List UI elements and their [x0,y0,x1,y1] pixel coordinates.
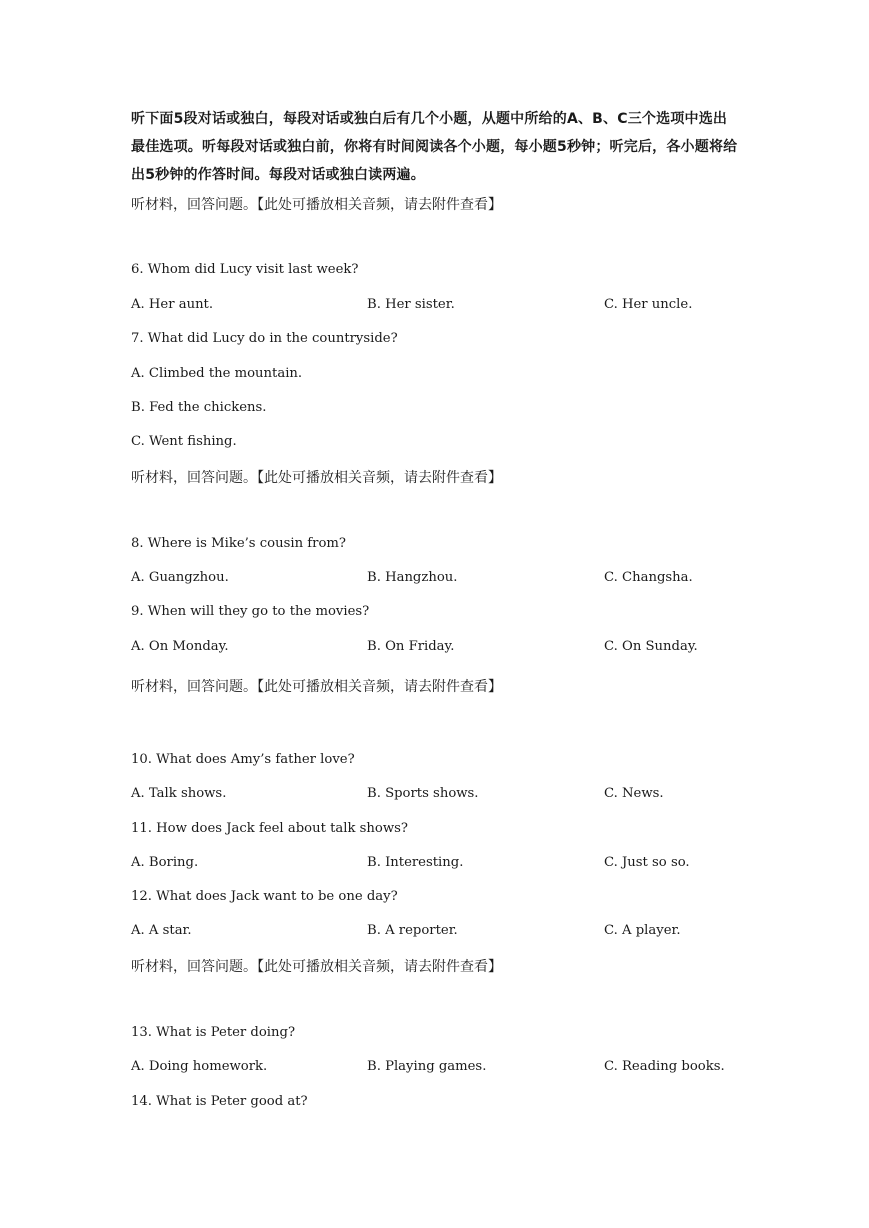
q8-option-b: B. Hangzhou. [367,570,458,585]
audio-note-4: 听材料，回答问题。【此处可播放相关音频，请去附件查看】 [131,959,502,975]
q12-option-b: B. A reporter. [367,923,458,938]
q6-option-b: B. Her sister. [367,297,455,312]
q13-option-c: C. Reading books. [604,1059,725,1074]
q10-option-a: A. Talk shows. [131,786,227,801]
section-instructions: 听下面5段对话或独白，每段对话或独白后有几个小题，从题中所给的A、B、C三个选项中选出最佳选项。听每段对话或独白前，你将有时间阅读各个小题，每小题5秒钟；听完后，各小题将给出5秒钟的作答时间。每段对话或独白读两遍。 [131,111,738,183]
q7-option-c: C. Went fishing. [131,434,237,449]
q11-option-b: B. Interesting. [367,855,464,870]
question-13: 13. What is Peter doing? [131,1025,296,1040]
question-10: 10. What does Amy’s father love? [131,752,355,767]
q8-option-a: A. Guangzhou. [131,570,229,585]
q13-option-a: A. Doing homework. [131,1059,268,1074]
q7-option-a: A. Climbed the mountain. [131,366,303,381]
q10-option-b: B. Sports shows. [367,786,479,801]
audio-note-2: 听材料，回答问题。【此处可播放相关音频，请去附件查看】 [131,470,502,486]
q12-option-c: C. A player. [604,923,681,938]
audio-note-3: 听材料，回答问题。【此处可播放相关音频，请去附件查看】 [131,679,502,695]
q9-option-a: A. On Monday. [131,639,229,654]
q12-option-a: A. A star. [131,923,192,938]
question-6: 6. Whom did Lucy visit last week? [131,262,359,277]
question-9: 9. When will they go to the movies? [131,604,370,619]
q9-option-b: B. On Friday. [367,639,455,654]
question-11: 11. How does Jack feel about talk shows? [131,821,408,836]
q6-option-c: C. Her uncle. [604,297,693,312]
q7-option-b: B. Fed the chickens. [131,400,267,415]
q10-option-c: C. News. [604,786,664,801]
audio-note-1: 听材料，回答问题。【此处可播放相关音频，请去附件查看】 [131,197,502,213]
q13-option-b: B. Playing games. [367,1059,487,1074]
question-7: 7. What did Lucy do in the countryside? [131,331,398,346]
question-12: 12. What does Jack want to be one day? [131,889,398,904]
question-14: 14. What is Peter good at? [131,1094,308,1109]
question-8: 8. Where is Mike’s cousin from? [131,536,346,551]
q8-option-c: C. Changsha. [604,570,693,585]
q11-option-a: A. Boring. [131,855,199,870]
q11-option-c: C. Just so so. [604,855,690,870]
q9-option-c: C. On Sunday. [604,639,698,654]
q6-option-a: A. Her aunt. [131,297,214,312]
